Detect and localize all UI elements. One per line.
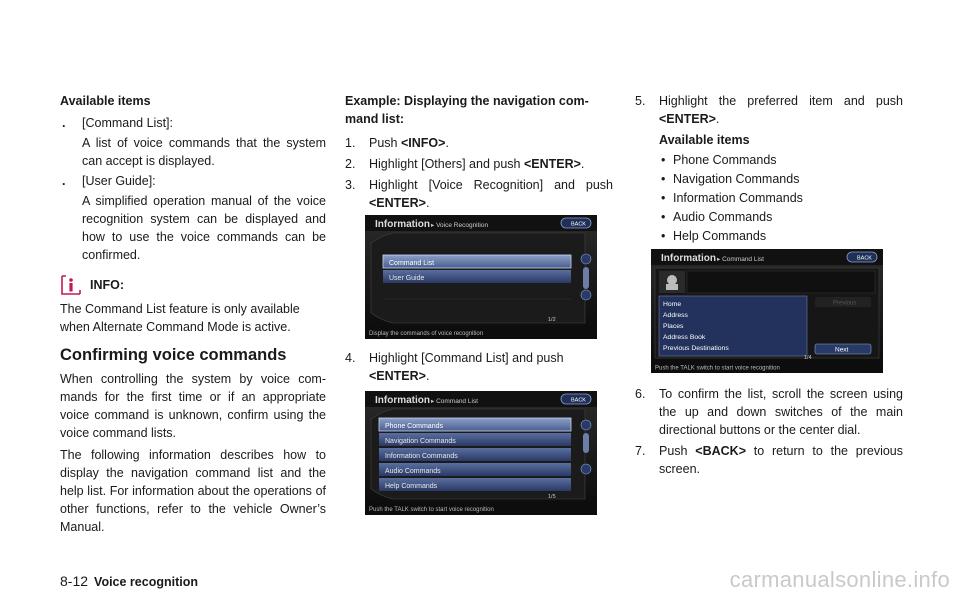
menu-item-label: Audio Commands <box>385 468 441 475</box>
list-item: • Information Commands <box>659 189 903 207</box>
step-text-end: to return to the previous screen. <box>659 444 904 476</box>
key-label: <INFO> <box>400 136 446 150</box>
key-label: <ENTER> <box>523 157 581 171</box>
menu-item-label: Phone Commands <box>385 423 443 430</box>
step-text-end: . <box>580 157 585 171</box>
paragraph-2: The following information describes how to display the navigation command list and the help list. For information about the operations of other functions, refer to the vehicle Owner’s Manual. <box>60 448 326 534</box>
menu-item-information-commands[interactable] <box>379 448 571 461</box>
step-text-end: . <box>425 369 430 383</box>
page-number: 8-12 <box>60 573 89 589</box>
page-indicator: 1/2 <box>548 317 556 323</box>
column-2 <box>345 92 613 515</box>
step-text: To confirm the list, scroll the screen using the up and down switches of the main directional buttons or the center dial. <box>659 387 903 437</box>
step-text: Highlight [Others] and push <box>369 157 524 171</box>
status-text: Push the TALK switch to start voice recognition <box>369 507 494 513</box>
step-number: 2. <box>345 157 356 171</box>
menu-item-command-list[interactable] <box>383 255 571 268</box>
step-number: 4. <box>345 351 356 365</box>
screen-title: Information <box>661 253 716 264</box>
step-text: Push <box>659 444 696 458</box>
list-item: • Navigation Commands <box>659 170 903 188</box>
list-item <box>60 172 326 264</box>
back-button[interactable] <box>561 394 591 404</box>
step-7 <box>635 442 903 478</box>
step-4 <box>345 349 613 385</box>
step-number: 5. <box>635 94 646 108</box>
back-label: BACK <box>857 255 872 262</box>
next-button[interactable] <box>815 344 871 354</box>
item-name: [User Guide]: <box>82 174 156 188</box>
scroll-down-icon[interactable] <box>581 290 591 300</box>
nav-item-places[interactable]: Places <box>663 323 684 330</box>
step-text-end: . <box>445 136 449 150</box>
menu-item-label: Information Commands <box>385 453 458 460</box>
menu-item-phone-commands[interactable] <box>379 418 571 431</box>
column-3 <box>635 92 903 481</box>
item-name: [Command List]: <box>82 116 174 130</box>
watermark: carmanualsonline.info <box>729 567 950 592</box>
key-label: <BACK> <box>695 444 746 458</box>
menu-item-label: Navigation Commands <box>385 438 456 445</box>
screen-voice-recognition <box>365 215 597 339</box>
back-button[interactable] <box>847 252 877 262</box>
page-indicator: 1/4 <box>804 355 812 361</box>
list-item <box>60 114 326 170</box>
step-text: Highlight [Voice Recognition] and push <box>369 178 613 192</box>
step-number: 3. <box>345 178 356 192</box>
step-2 <box>345 155 613 173</box>
nav-item-address-book[interactable]: Address Book <box>663 334 706 341</box>
available-items-heading: Available items <box>60 94 151 108</box>
screen-title: Information <box>375 395 430 406</box>
item-description: A simplified operation manual of the voice recognition system can be displayed and how to use the voice commands can be confirmed. <box>82 194 326 262</box>
bullet-mark: . <box>62 116 66 130</box>
menu-item-user-guide[interactable] <box>383 270 571 283</box>
screen-crumb: ▸ Command List <box>431 398 478 405</box>
speech-icon <box>659 271 685 293</box>
screen-crumb: ▸ Command List <box>717 256 764 263</box>
step-text: Highlight the preferred item and push <box>659 94 903 108</box>
menu-item-label: Help Commands <box>385 483 438 490</box>
scrollbar[interactable] <box>583 267 589 289</box>
step-1 <box>345 134 613 152</box>
nav-item-address[interactable]: Address <box>663 312 688 319</box>
step-number: 1. <box>345 136 356 150</box>
key-label: <ENTER> <box>369 196 426 210</box>
section-heading: Confirming voice commands <box>60 346 287 364</box>
item-description: A list of voice commands that the system can accept is displayed. <box>82 136 326 168</box>
example-title: Example: Displaying the navigation com- mand list: <box>345 94 589 126</box>
nav-item-previous-destinations[interactable]: Previous Destinations <box>663 345 729 352</box>
page-indicator: 1/5 <box>548 494 556 500</box>
info-text: The Command List feature is only available when Alternate Command Mode is active. <box>60 302 300 334</box>
menu-item-audio-commands[interactable] <box>379 463 571 476</box>
screen-crumb: ▸ Voice Recognition <box>431 222 489 229</box>
list-item: • Audio Commands <box>659 208 903 226</box>
step-text-end: . <box>425 196 430 210</box>
menu-item-help-commands[interactable] <box>379 478 571 491</box>
screen-title: Information <box>375 219 430 230</box>
scroll-down-icon[interactable] <box>581 464 591 474</box>
nav-item-home[interactable]: Home <box>663 301 682 308</box>
available-items-block <box>635 131 903 245</box>
step-text: Push <box>369 136 401 150</box>
screen-command-list <box>365 391 597 515</box>
step-6 <box>635 385 903 439</box>
key-label: <ENTER> <box>659 112 716 126</box>
section-name: Voice recognition <box>94 575 198 589</box>
column-1 <box>60 92 326 540</box>
list-item: • Phone Commands <box>659 151 903 169</box>
list-item: • Help Commands <box>659 227 903 245</box>
step-number: 7. <box>635 444 646 458</box>
menu-item-navigation-commands[interactable] <box>379 433 571 446</box>
back-label: BACK <box>571 221 586 228</box>
back-button[interactable] <box>561 218 591 228</box>
screen-navigation-commands <box>651 249 883 373</box>
info-icon <box>60 274 82 296</box>
status-text: Push the TALK switch to start voice recognition <box>655 365 780 372</box>
key-label: <ENTER> <box>369 369 426 383</box>
next-label: Next <box>835 346 849 354</box>
step-5 <box>635 92 903 128</box>
info-callout <box>60 274 326 296</box>
step-text-end: . <box>715 112 720 126</box>
step-number: 6. <box>635 387 646 401</box>
back-label: BACK <box>571 397 586 404</box>
previous-button[interactable] <box>815 297 871 307</box>
menu-item-label: User Guide <box>389 275 425 282</box>
scrollbar[interactable] <box>583 433 589 453</box>
page-footer <box>60 573 198 589</box>
paragraph-1: When controlling the system by voice com- mands for the first time or if an appropriate voice command is unknown, confirm using the voice command lists. <box>60 372 326 440</box>
status-text: Display the commands of voice recognition <box>369 331 484 337</box>
available-items-list <box>659 151 903 245</box>
step-3 <box>345 176 613 212</box>
available-items-heading: Available items <box>659 133 750 147</box>
info-label: INFO: <box>90 278 125 292</box>
bullet-mark: . <box>62 174 66 188</box>
previous-label: Previous <box>833 300 857 307</box>
step-text: Highlight [Command List] and push <box>369 351 564 365</box>
scroll-up-icon[interactable] <box>581 420 591 430</box>
menu-item-label: Command List <box>389 260 435 267</box>
scroll-up-icon[interactable] <box>581 254 591 264</box>
